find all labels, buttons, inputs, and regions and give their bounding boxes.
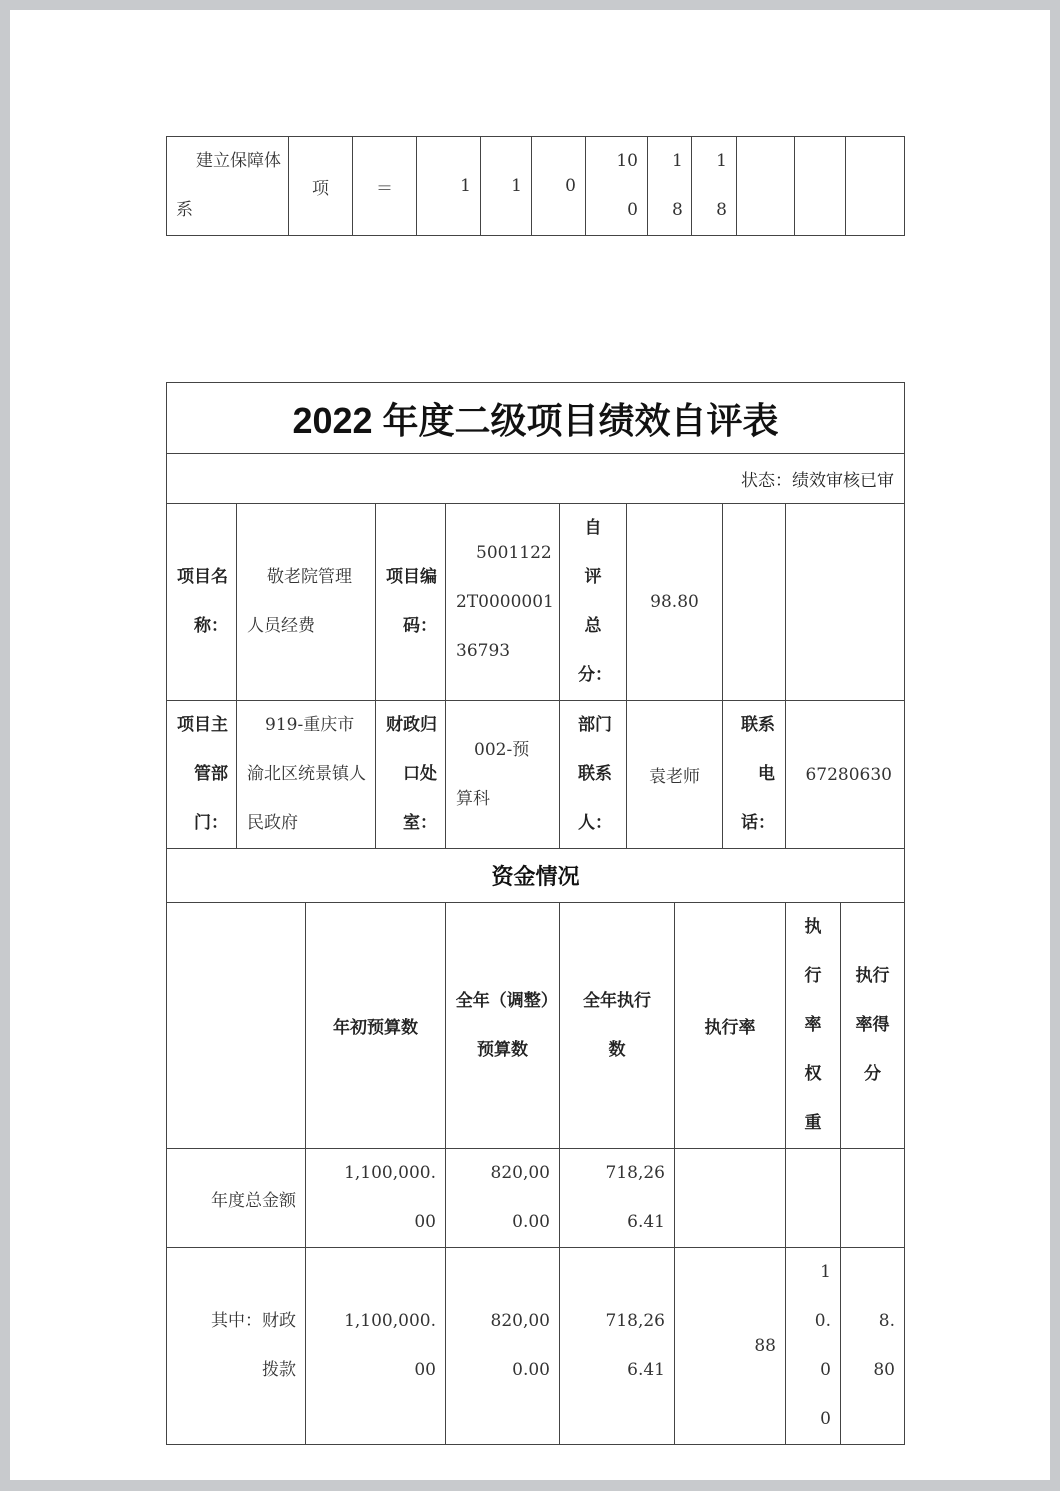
executed-amount: 718,266.41 xyxy=(560,1149,675,1248)
row-label: 其中：财政拨款 xyxy=(167,1248,306,1445)
rate-score xyxy=(841,1149,905,1248)
empty-cell xyxy=(723,504,786,701)
header-rate-score: 执行率得分 xyxy=(841,903,905,1149)
dept: 919-重庆市渝北区统景镇人民政府 xyxy=(237,701,376,849)
dept-label: 项目主管部门： xyxy=(167,701,237,849)
table-row xyxy=(167,1149,905,1248)
indicator-table-fragment xyxy=(166,136,905,236)
initial-budget: 1,100,000.00 xyxy=(306,1248,446,1445)
indicator-value-4: 100 xyxy=(586,137,648,236)
project-name-label: 项目名称： xyxy=(167,504,237,701)
self-evaluation-table xyxy=(166,382,905,1445)
empty-cell xyxy=(737,137,795,236)
phone: 67280630 xyxy=(786,701,905,849)
document-page xyxy=(10,10,1050,1480)
self-score: 98.80 xyxy=(627,504,723,701)
contact: 袁老师 xyxy=(627,701,723,849)
executed-amount: 718,266.41 xyxy=(560,1248,675,1445)
empty-header-cell xyxy=(167,903,306,1149)
row-label: 年度总金额 xyxy=(167,1149,306,1248)
indicator-value-1: 1 xyxy=(417,137,481,236)
finance-office: 002-预算科 xyxy=(446,701,560,849)
indicator-label: 建立保障体系 xyxy=(167,137,289,236)
empty-cell xyxy=(786,504,905,701)
self-score-label: 自评总分： xyxy=(560,504,627,701)
adjusted-budget: 820,000.00 xyxy=(446,1248,560,1445)
indicator-value-2: 1 xyxy=(481,137,532,236)
indicator-operator: ＝ xyxy=(353,137,417,236)
indicator-value-3: 0 xyxy=(532,137,586,236)
project-code: 50011222T000000136793 xyxy=(446,504,560,701)
phone-label: 联系电话： xyxy=(723,701,786,849)
header-initial-budget: 年初预算数 xyxy=(306,903,446,1149)
indicator-unit: 项 xyxy=(289,137,353,236)
empty-cell xyxy=(846,137,905,236)
header-execution-rate: 执行率 xyxy=(675,903,786,1149)
rate-score: 8.80 xyxy=(841,1248,905,1445)
indicator-value-6: 18 xyxy=(692,137,737,236)
execution-rate xyxy=(675,1149,786,1248)
indicator-value-5: 18 xyxy=(648,137,692,236)
rate-weight xyxy=(786,1149,841,1248)
empty-cell xyxy=(795,137,846,236)
contact-label: 部门联系人： xyxy=(560,701,627,849)
header-adjusted-budget: 全年（调整）预算数 xyxy=(446,903,560,1149)
status-text: 状态：绩效审核已审 xyxy=(167,454,905,504)
execution-rate: 88 xyxy=(675,1248,786,1445)
project-name: 敬老院管理人员经费 xyxy=(237,504,376,701)
project-code-label: 项目编码： xyxy=(376,504,446,701)
page-title: 2022 年度二级项目绩效自评表 xyxy=(167,383,905,454)
rate-weight: 10.00 xyxy=(786,1248,841,1445)
header-executed: 全年执行数 xyxy=(560,903,675,1149)
header-rate-weight: 执行率权重 xyxy=(786,903,841,1149)
adjusted-budget: 820,000.00 xyxy=(446,1149,560,1248)
initial-budget: 1,100,000.00 xyxy=(306,1149,446,1248)
table-row xyxy=(167,1248,905,1445)
funds-section-title: 资金情况 xyxy=(167,849,905,903)
finance-office-label: 财政归口处室： xyxy=(376,701,446,849)
